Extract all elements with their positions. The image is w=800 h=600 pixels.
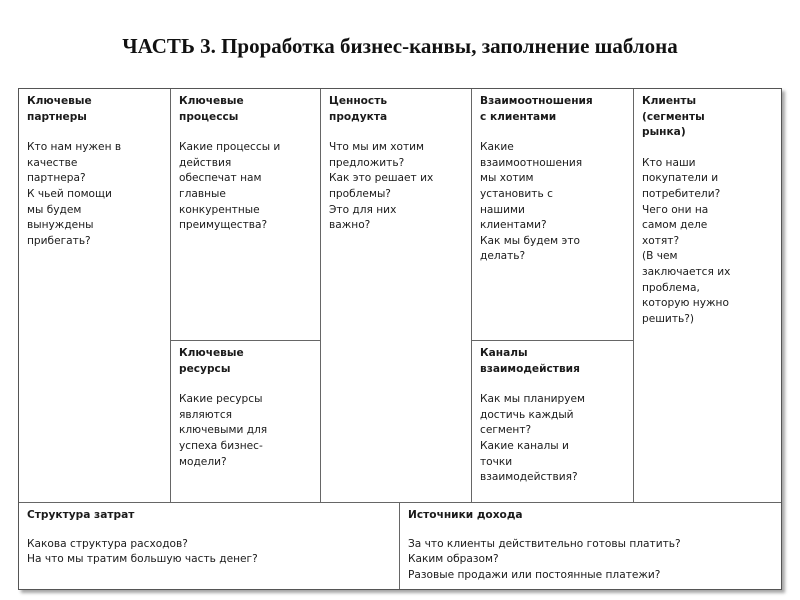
cell-customer-segments (634, 89, 781, 503)
key-partners-text: Кто нам нужен в качестве партнера? К чьей помощи мы будем вынуждены прибегать? (27, 141, 122, 247)
cost-structure-heading: Структура затрат (27, 509, 135, 521)
customer-segments-text: Кто наши покупатели и потребители? Чего они на самом деле хотят? (В чем заключается их проблема, которую нужно решить?) (642, 156, 731, 325)
key-activities-text: Какие процессы и действия обеспечат нам главные конкурентные преимущества? (179, 141, 281, 232)
page-title: ЧАСТЬ 3. Проработка бизнес-канвы, заполнение шаблона (122, 34, 678, 58)
cell-key-activities (171, 89, 321, 341)
cell-revenue-streams (400, 503, 781, 589)
cell-cost-structure (19, 503, 400, 589)
cell-channels (472, 341, 634, 503)
channels-text: Как мы планируем достичь каждый сегмент? Какие каналы и точки взаимодействия? (480, 393, 586, 484)
customer-relationships-heading: Взаимоотношения с клиентами (480, 95, 593, 123)
key-activities-heading: Ключевые процессы (179, 95, 244, 123)
cell-value-proposition (321, 89, 472, 503)
customer-relationships-text: Какие взаимоотношения мы хотим установить с нашими клиентами? Как мы будем это делать? (480, 141, 583, 263)
key-resources-text: Какие ресурсы являются ключевыми для успеха бизнес- модели? (179, 393, 268, 468)
value-proposition-heading: Ценность продукта (329, 95, 388, 123)
key-partners-heading: Ключевые партнеры (27, 95, 92, 123)
cell-customer-relationships (472, 89, 634, 341)
customer-segments-heading: Клиенты (сегменты рынка) (642, 95, 705, 139)
cost-structure-text: Какова структура расходов? На что мы тратим большую часть денег? (27, 537, 258, 566)
value-proposition-text: Что мы им хотим предложить? Как это решает их проблемы? Это для них важно? (329, 141, 434, 232)
revenue-streams-heading: Источники дохода (408, 509, 523, 521)
key-resources-heading: Ключевые ресурсы (179, 347, 244, 375)
business-model-canvas (18, 88, 782, 590)
cell-key-resources (171, 341, 321, 503)
cell-key-partners (19, 89, 171, 503)
revenue-streams-text: За что клиенты действительно готовы платить? Каким образом? Разовые продажи или постоянные платежи? (408, 537, 681, 581)
channels-heading: Каналы взаимодействия (480, 347, 580, 375)
